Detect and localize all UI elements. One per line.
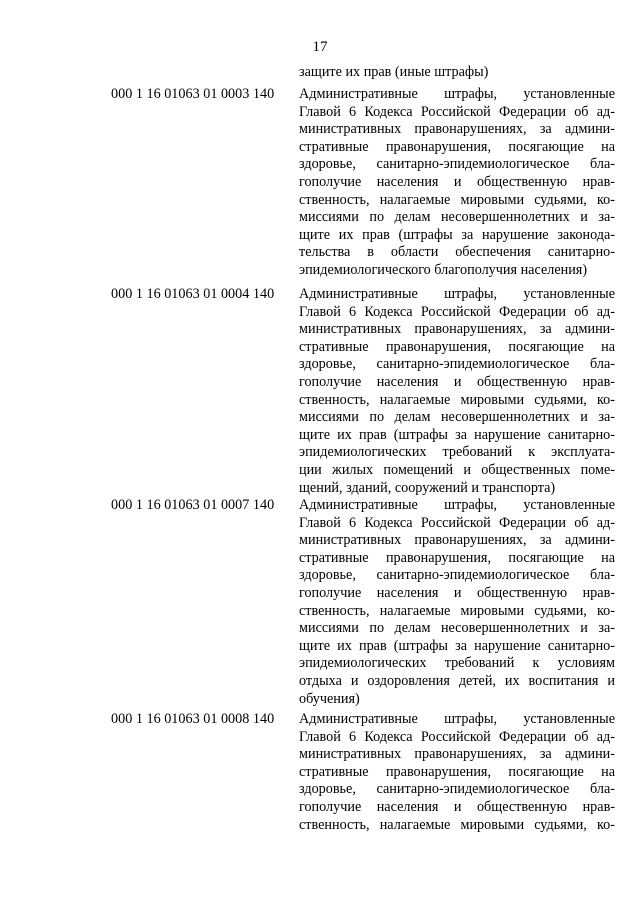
description-line: гополучие населения и общественную нрав- (299, 373, 615, 390)
description-line: ственность, налагаемые мировыми судьями, ко- (299, 191, 615, 208)
description-line: обучения) (299, 690, 360, 707)
description-line: стративные правонарушения, посягающие на (299, 138, 615, 155)
description-line: ции жилых помещений и общественных поме- (299, 461, 615, 478)
description (299, 711, 615, 834)
description-line: министративных правонарушениях, за админи- (299, 532, 615, 549)
description-line: щите их прав (штрафы за нарушение санитарно- (299, 637, 615, 654)
continuation-text: защите их прав (иные штрафы) (299, 64, 489, 80)
description-line: Главой 6 Кодекса Российской Федерации об ад- (299, 103, 615, 120)
description-line: министративных правонарушениях, за админи- (299, 746, 615, 763)
description-line: здоровье, санитарно-эпидемиологическое бла- (299, 781, 615, 798)
description-line: министративных правонарушениях, за админи- (299, 321, 615, 338)
description-line: Административные штрафы, установленные (299, 711, 615, 727)
description-line: Административные штрафы, установленные (299, 497, 615, 513)
description-line: щите их прав (штрафы за нарушение санитарно- (299, 426, 615, 443)
description-line: Главой 6 Кодекса Российской Федерации об ад- (299, 728, 615, 745)
description-line: здоровье, санитарно-эпидемиологическое бла- (299, 567, 615, 584)
description-line: ственность, налагаемые мировыми судьями, ко- (299, 391, 615, 408)
description-line: ственность, налагаемые мировыми судьями, ко- (299, 816, 615, 833)
description-line: здоровье, санитарно-эпидемиологическое бла- (299, 356, 615, 373)
description-line: Административные штрафы, установленные (299, 286, 615, 302)
description-line: стративные правонарушения, посягающие на (299, 549, 615, 566)
description-line: тельства в области обеспечения санитарно- (299, 244, 615, 261)
budget-code: 000 1 16 01063 01 0007 140 (111, 497, 275, 513)
description-line: Главой 6 Кодекса Российской Федерации об ад- (299, 303, 615, 320)
description-line: Административные штрафы, установленные (299, 86, 615, 102)
description-line: здоровье, санитарно-эпидемиологическое бла- (299, 156, 615, 173)
description-line: миссиями по делам несовершеннолетних и за- (299, 620, 615, 637)
description-line: щений, зданий, сооружений и транспорта) (299, 479, 556, 496)
budget-code: 000 1 16 01063 01 0003 140 (111, 86, 275, 102)
description-line: отдыха и оздоровления детей, их воспитания и (299, 672, 615, 689)
description (299, 286, 615, 497)
budget-code: 000 1 16 01063 01 0004 140 (111, 286, 275, 302)
budget-code: 000 1 16 01063 01 0008 140 (111, 711, 275, 727)
description-line: гополучие населения и общественную нрав- (299, 798, 615, 815)
description-line: миссиями по делам несовершеннолетних и за- (299, 409, 615, 426)
description-line: Главой 6 Кодекса Российской Федерации об ад- (299, 514, 615, 531)
description-line: эпидемиологических требований к условиям (299, 655, 615, 672)
description (299, 497, 615, 708)
description-line: стративные правонарушения, посягающие на (299, 338, 615, 355)
description-line: миссиями по делам несовершеннолетних и за- (299, 209, 615, 226)
description-line: гополучие населения и общественную нрав- (299, 173, 615, 190)
description-line: министративных правонарушениях, за админи- (299, 121, 615, 138)
description-line: щите их прав (штрафы за нарушение законода- (299, 226, 615, 243)
description-line: ственность, налагаемые мировыми судьями, ко- (299, 602, 615, 619)
description-line: эпидемиологического благополучия населения) (299, 261, 588, 278)
description-line: эпидемиологических требований к эксплуата- (299, 444, 615, 461)
page-number: 17 (312, 39, 328, 55)
description-line: гополучие населения и общественную нрав- (299, 584, 615, 601)
description (299, 86, 615, 280)
description-line: стративные правонарушения, посягающие на (299, 763, 615, 780)
